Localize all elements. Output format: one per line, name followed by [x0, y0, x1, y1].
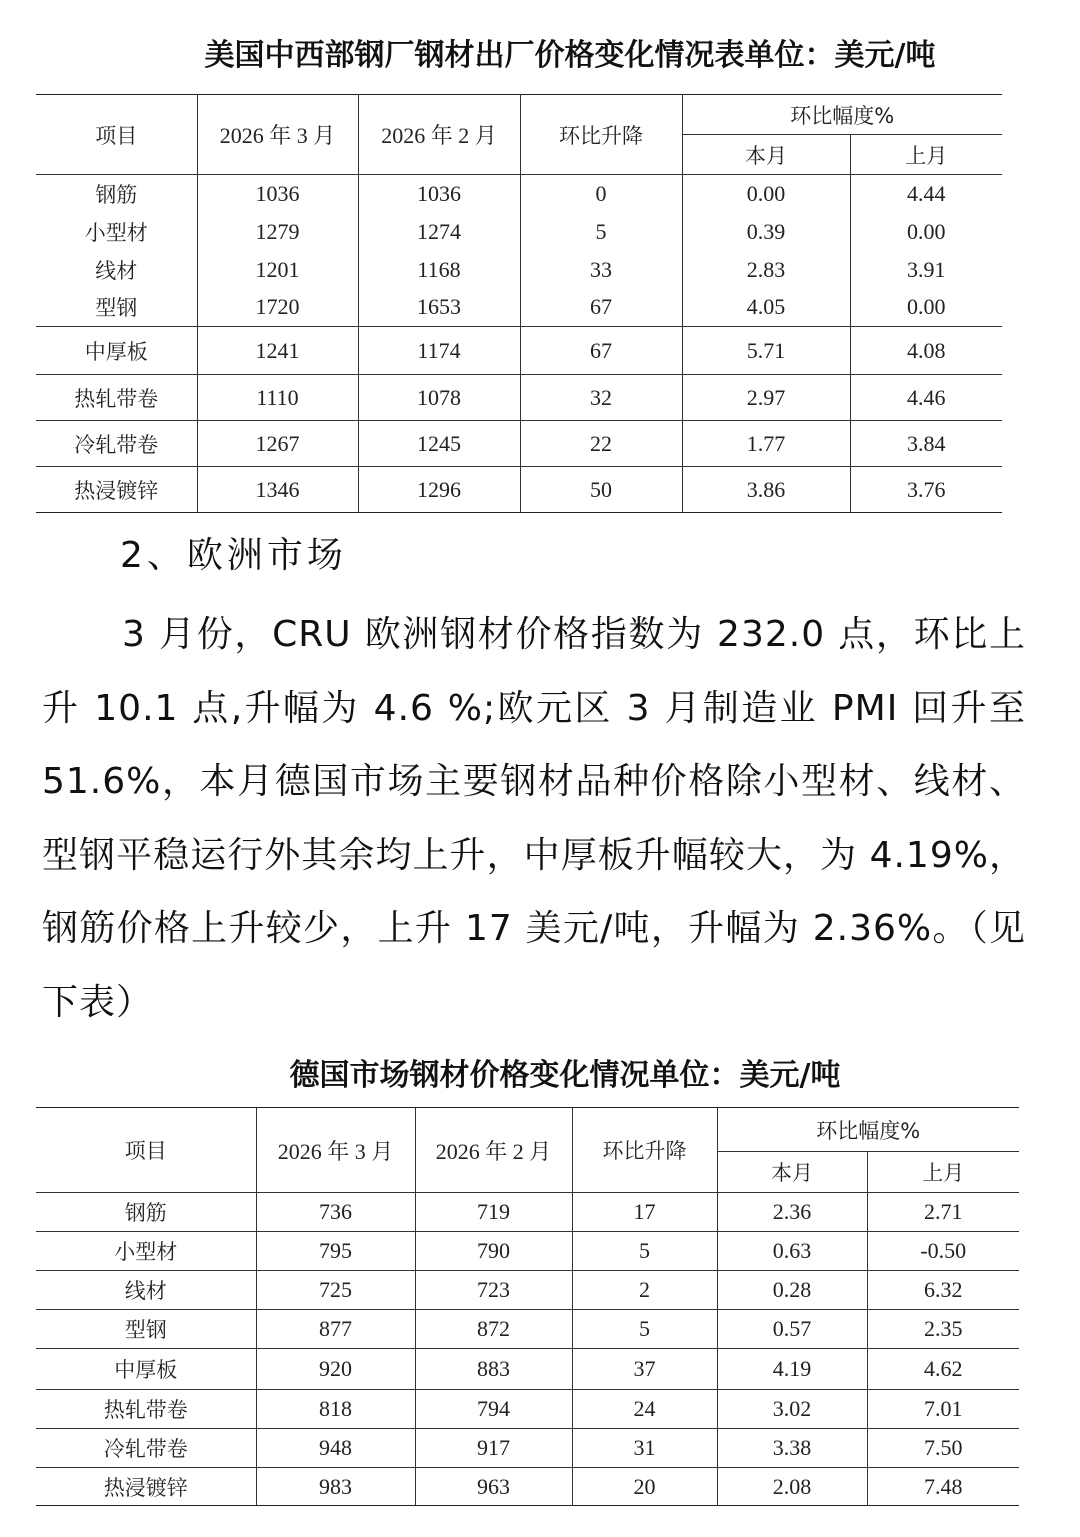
- row-change: 67: [520, 327, 682, 375]
- row-this: 0.28: [717, 1271, 867, 1310]
- row-feb: 790: [415, 1232, 572, 1271]
- row-name: 型钢: [36, 289, 197, 327]
- row-last: 4.46: [850, 375, 1002, 421]
- germany-price-table: [36, 1107, 1019, 1506]
- row-mar: 920: [256, 1349, 415, 1390]
- row-change: 20: [572, 1468, 717, 1506]
- row-last: 4.44: [850, 175, 1002, 213]
- row-this: 0.57: [717, 1310, 867, 1349]
- row-name: 线材: [36, 1271, 256, 1310]
- row-feb: 872: [415, 1310, 572, 1349]
- row-this: 0.39: [682, 213, 850, 251]
- row-change: 0: [520, 175, 682, 213]
- germany-table-title: 德国市场钢材价格变化情况单位：美元/吨: [289, 1058, 841, 1093]
- row-this: 0.00: [682, 175, 850, 213]
- table-row: [36, 1193, 1019, 1232]
- row-last: 7.50: [867, 1429, 1019, 1468]
- row-feb: 1168: [358, 251, 520, 289]
- row-name: 热浸镀锌: [36, 467, 197, 513]
- row-last: 7.01: [867, 1390, 1019, 1429]
- section-paragraph: 3 月份，CRU 欧洲钢材价格指数为 232.0 点，环比上升 10.1 点,升幅为 4.6 %;欧元区 3 月制造业 PMI 回升至 51.6%，本月德国市场主要钢材品种价格除小型材、线材、型钢平稳运行外其余均上升，中厚板升幅较大，为 4.19%，钢筋价格上升较少，上升 17 美元/吨，升幅为 2.36%。（见下表）: [42, 614, 1026, 1023]
- table-row: [36, 375, 1002, 421]
- row-last: 3.76: [850, 467, 1002, 513]
- row-last: -0.50: [867, 1232, 1019, 1271]
- us-table-title: 美国中西部钢厂钢材出厂价格变化情况表单位：美元/吨: [204, 38, 936, 73]
- row-mar: 1267: [197, 421, 358, 467]
- row-this: 0.63: [717, 1232, 867, 1271]
- row-feb: 794: [415, 1390, 572, 1429]
- row-name: 冷轧带卷: [36, 421, 197, 467]
- row-this: 2.97: [682, 375, 850, 421]
- row-feb: 1274: [358, 213, 520, 251]
- row-name: 冷轧带卷: [36, 1429, 256, 1468]
- row-mar: 1036: [197, 175, 358, 213]
- row-last: 6.32: [867, 1271, 1019, 1310]
- header-this-month: 本月: [717, 1152, 867, 1193]
- row-change: 50: [520, 467, 682, 513]
- row-this: 4.19: [717, 1349, 867, 1390]
- row-name: 热轧带卷: [36, 375, 197, 421]
- row-last: 4.08: [850, 327, 1002, 375]
- header-feb: 2026 年 2 月: [358, 95, 520, 175]
- row-mar: 983: [256, 1468, 415, 1506]
- header-this-month: 本月: [682, 135, 850, 175]
- header-pct: 环比幅度%: [717, 1108, 1019, 1152]
- row-feb: 1296: [358, 467, 520, 513]
- row-feb: 1245: [358, 421, 520, 467]
- header-feb: 2026 年 2 月: [415, 1108, 572, 1193]
- table-row: [36, 1271, 1019, 1310]
- row-mar: 725: [256, 1271, 415, 1310]
- row-change: 31: [572, 1429, 717, 1468]
- us-price-table: [36, 94, 1002, 513]
- header-change: 环比升降: [520, 95, 682, 175]
- row-feb: 1036: [358, 175, 520, 213]
- row-change: 32: [520, 375, 682, 421]
- row-this: 5.71: [682, 327, 850, 375]
- table-row: [36, 1429, 1019, 1468]
- row-name: 小型材: [36, 1232, 256, 1271]
- row-name: 钢筋: [36, 1193, 256, 1232]
- row-this: 2.36: [717, 1193, 867, 1232]
- header-last-month: 上月: [867, 1152, 1019, 1193]
- header-item: 项目: [36, 95, 197, 175]
- row-name: 型钢: [36, 1310, 256, 1349]
- row-this: 3.02: [717, 1390, 867, 1429]
- row-this: 1.77: [682, 421, 850, 467]
- row-feb: 719: [415, 1193, 572, 1232]
- row-change: 5: [572, 1232, 717, 1271]
- header-pct: 环比幅度%: [682, 95, 1002, 135]
- row-this: 3.86: [682, 467, 850, 513]
- table-row: [36, 467, 1002, 513]
- row-mar: 1279: [197, 213, 358, 251]
- table-row: [36, 289, 1002, 327]
- row-last: 2.35: [867, 1310, 1019, 1349]
- row-last: 2.71: [867, 1193, 1019, 1232]
- row-last: 0.00: [850, 289, 1002, 327]
- row-change: 67: [520, 289, 682, 327]
- row-name: 热轧带卷: [36, 1390, 256, 1429]
- row-change: 33: [520, 251, 682, 289]
- row-mar: 1720: [197, 289, 358, 327]
- table-row: [36, 1468, 1019, 1506]
- row-feb: 963: [415, 1468, 572, 1506]
- row-feb: 1653: [358, 289, 520, 327]
- table-row: [36, 327, 1002, 375]
- row-change: 5: [572, 1310, 717, 1349]
- row-last: 3.84: [850, 421, 1002, 467]
- header-mar: 2026 年 3 月: [197, 95, 358, 175]
- row-mar: 1241: [197, 327, 358, 375]
- row-change: 17: [572, 1193, 717, 1232]
- row-mar: 1110: [197, 375, 358, 421]
- header-item: 项目: [36, 1108, 256, 1193]
- row-name: 小型材: [36, 213, 197, 251]
- table-row: [36, 251, 1002, 289]
- row-mar: 1201: [197, 251, 358, 289]
- row-feb: 1078: [358, 375, 520, 421]
- row-change: 24: [572, 1390, 717, 1429]
- row-change: 5: [520, 213, 682, 251]
- section-heading: 2、欧洲市场: [120, 535, 347, 576]
- header-mar: 2026 年 3 月: [256, 1108, 415, 1193]
- row-last: 0.00: [850, 213, 1002, 251]
- header-change: 环比升降: [572, 1108, 717, 1193]
- table-row: [36, 213, 1002, 251]
- row-last: 7.48: [867, 1468, 1019, 1506]
- table-row: [36, 1390, 1019, 1429]
- row-this: 2.83: [682, 251, 850, 289]
- row-mar: 736: [256, 1193, 415, 1232]
- row-last: 3.91: [850, 251, 1002, 289]
- row-feb: 723: [415, 1271, 572, 1310]
- row-mar: 818: [256, 1390, 415, 1429]
- row-this: 2.08: [717, 1468, 867, 1506]
- row-name: 热浸镀锌: [36, 1468, 256, 1506]
- row-name: 中厚板: [36, 1349, 256, 1390]
- row-change: 2: [572, 1271, 717, 1310]
- header-last-month: 上月: [850, 135, 1002, 175]
- row-this: 3.38: [717, 1429, 867, 1468]
- row-mar: 1346: [197, 467, 358, 513]
- table-row: [36, 1232, 1019, 1271]
- table-row: [36, 1310, 1019, 1349]
- row-name: 线材: [36, 251, 197, 289]
- row-this: 4.05: [682, 289, 850, 327]
- row-change: 22: [520, 421, 682, 467]
- row-feb: 1174: [358, 327, 520, 375]
- row-last: 4.62: [867, 1349, 1019, 1390]
- table-row: [36, 1349, 1019, 1390]
- row-change: 37: [572, 1349, 717, 1390]
- row-feb: 917: [415, 1429, 572, 1468]
- row-name: 钢筋: [36, 175, 197, 213]
- table-row: [36, 175, 1002, 213]
- table-row: [36, 421, 1002, 467]
- row-name: 中厚板: [36, 327, 197, 375]
- row-feb: 883: [415, 1349, 572, 1390]
- row-mar: 877: [256, 1310, 415, 1349]
- row-mar: 948: [256, 1429, 415, 1468]
- row-mar: 795: [256, 1232, 415, 1271]
